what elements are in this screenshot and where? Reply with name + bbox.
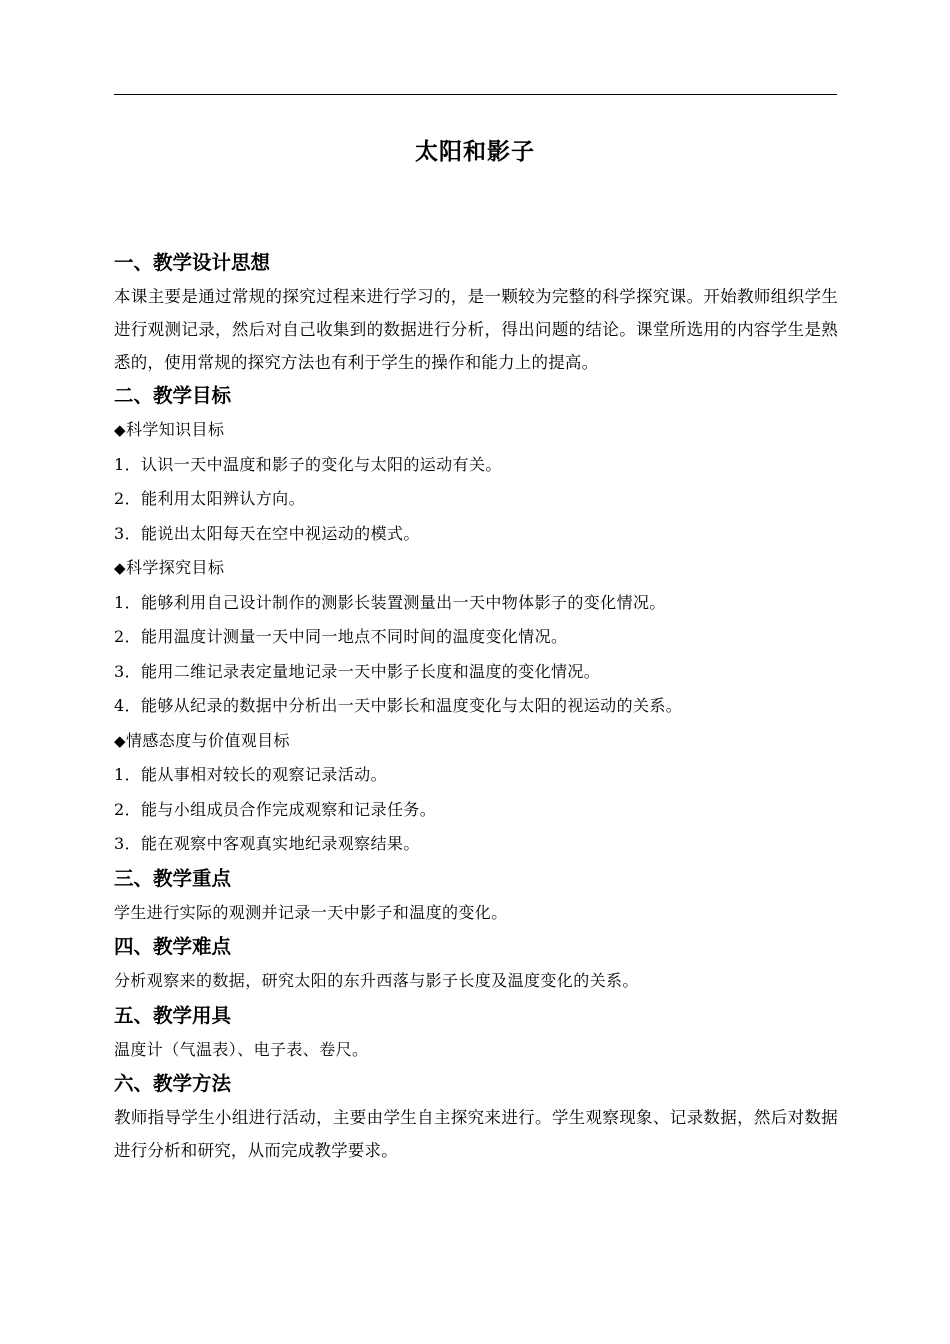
list-item: 3．能在观察中客观真实地纪录观察结果。	[114, 834, 420, 853]
goal-group-label: ◆科学探究目标	[114, 558, 225, 577]
section-heading: 六、教学方法	[114, 1072, 232, 1095]
goal-group-label: ◆科学知识目标	[114, 420, 225, 439]
black-diamond-icon: ◆	[114, 731, 126, 750]
page-title: 太阳和影子	[415, 139, 535, 165]
section-paragraph: 学生进行实际的观测并记录一天中影子和温度的变化。	[114, 902, 508, 922]
document-body	[114, 246, 838, 1167]
section-paragraph: 教师指导学生小组进行活动，主要由学生自主探究来进行。学生观察现象、记录数据，然后对数据进行分析和研究，从而完成教学要求。	[114, 1108, 838, 1160]
list-item: 4．能够从纪录的数据中分析出一天中影长和温度变化与太阳的视运动的关系。	[114, 696, 683, 715]
section-heading: 五、教学用具	[114, 1003, 232, 1027]
section-paragraph: 分析观察来的数据，研究太阳的东升西落与影子长度及温度变化的关系。	[114, 971, 639, 990]
list-item: 3．能用二维记录表定量地记录一天中影子长度和温度的变化情况。	[114, 661, 601, 681]
list-item: 1．认识一天中温度和影子的变化与太阳的运动有关。	[114, 454, 502, 474]
black-diamond-icon: ◆	[114, 559, 126, 577]
section-paragraph: 本课主要是通过常规的探究过程来进行学习的，是一颗较为完整的科学探究课。开始教师组织学生进行观测记录，然后对自己收集到的数据进行分析，得出问题的结论。课堂所选用的内容学生是熟悉的，使用常规的探究方法也有利于学生的操作和能力上的提高。	[114, 287, 838, 372]
goal-group-label: ◆情感态度与价值观目标	[114, 730, 290, 750]
section-heading: 二、教学目标	[114, 384, 232, 407]
black-diamond-icon: ◆	[114, 421, 126, 439]
list-item: 3．能说出太阳每天在空中视运动的模式。	[114, 523, 420, 543]
section-paragraph: 温度计（气温表）、电子表、卷尺。	[114, 1039, 369, 1059]
list-item: 1．能够利用自己设计制作的测影长装置测量出一天中物体影子的变化情况。	[114, 592, 666, 612]
section-heading: 一、教学设计思想	[114, 251, 271, 274]
header-rule	[114, 94, 837, 95]
list-item: 2．能与小组成员合作完成观察和记录任务。	[114, 799, 437, 819]
section-heading: 四、教学难点	[114, 935, 232, 958]
list-item: 2．能用温度计测量一天中同一地点不同时间的温度变化情况。	[114, 627, 568, 646]
list-item: 1．能从事相对较长的观察记录活动。	[114, 765, 387, 784]
list-item: 2．能利用太阳辨认方向。	[114, 489, 305, 508]
section-heading: 三、教学重点	[114, 866, 232, 890]
